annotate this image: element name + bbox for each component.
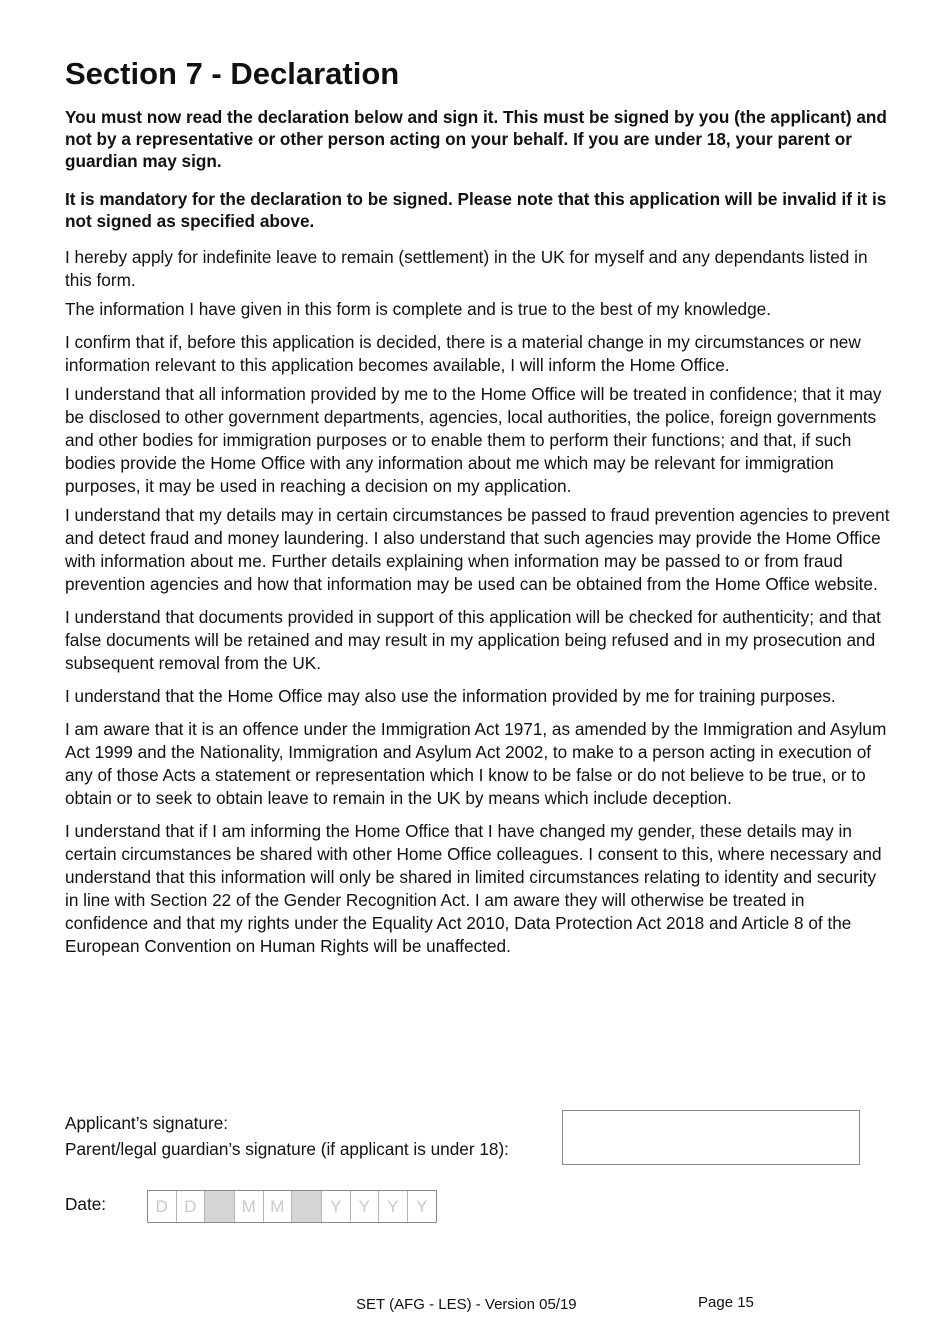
declaration-paragraph: The information I have given in this form is complete and is true to the best of my knowledge.: [65, 298, 771, 319]
date-year-digit[interactable]: Y: [416, 1196, 428, 1216]
declaration-section: [65, 56, 890, 967]
instruction-mandatory: It is mandatory for the declaration to be signed. Please note that this application will be invalid if it is not signed as specified above.: [65, 188, 887, 231]
form-version: SET (AFG - LES) - Version 05/19: [356, 1296, 577, 1313]
date-day-digit[interactable]: D: [148, 1191, 177, 1222]
declaration-paragraph: I understand that the Home Office may also use the information provided by me for training purposes.: [65, 685, 836, 706]
instruction-signing: You must now read the declaration below and sign it. This must be signed by you (the applicant) and not by a representative or other person acting on your behalf. If you are under 18, your parent or guardian may sign.: [65, 106, 887, 171]
date-month-digit[interactable]: M: [264, 1191, 293, 1222]
declaration-paragraph: I understand that my details may in certain circumstances be passed to fraud prevention agencies to prevent and detect fraud and money laundering. I also understand that such agencies may provide the Home Office with information about me. Further details explaining when information may be passed to or from fraud prevention agencies and how that information may be used can be obtained from the Home Office website.: [65, 504, 890, 594]
date-day-digit[interactable]: D: [177, 1191, 206, 1222]
date-year-digit[interactable]: Y: [322, 1191, 351, 1222]
declaration-paragraph: I understand that all information provided by me to the Home Office will be treated in confidence; that it may be disclosed to other government departments, agencies, local authorities, the police, foreign governments and other bodies for immigration purposes or to enable them to perform their functions; and that, if such bodies provide the Home Office with any information about me which may be relevant for immigration purposes, it may be used in reaching a decision on my application.: [65, 383, 882, 496]
date-input[interactable]: [147, 1190, 437, 1223]
signature-row: [65, 1110, 890, 1170]
date-label: Date:: [65, 1194, 107, 1214]
declaration-paragraph: I hereby apply for indefinite leave to remain (settlement) in the UK for myself and any dependants listed in this form.: [65, 246, 868, 290]
signature-field[interactable]: [562, 1110, 860, 1165]
date-year-digit[interactable]: Y: [351, 1191, 380, 1222]
date-separator: [205, 1191, 235, 1222]
guardian-signature-label: Parent/legal guardian’s signature (if applicant is under 18):: [65, 1139, 509, 1159]
page-title: Section 7 - Declaration: [65, 56, 400, 91]
date-month-digit[interactable]: M: [235, 1191, 264, 1222]
declaration-paragraph: I confirm that if, before this application is decided, there is a material change in my circumstances or new information relevant to this application becomes available, I will inform the Home Office.: [65, 331, 861, 375]
declaration-paragraph: I understand that if I am informing the Home Office that I have changed my gender, these details may in certain circumstances be shared with other Home Office colleagues. I consent to this, where necessary and understand that this information will only be shared in limited circumstances relating to identity and security in line with Section 22 of the Gender Recognition Act. I am aware they will otherwise be treated in confidence and that my rights under the Equality Act 2010, Data Protection Act 2018 and Article 8 of the European Convention on Human Rights will be unaffected.: [65, 820, 882, 956]
date-separator: [292, 1191, 322, 1222]
date-year-digit[interactable]: Y: [379, 1191, 408, 1222]
declaration-paragraph: I understand that documents provided in support of this application will be checked for authenticity; and that false documents will be retained and may result in my application being refused and in my prosecution and subsequent removal from the UK.: [65, 606, 881, 673]
page-number: Page 15: [698, 1294, 754, 1311]
applicant-signature-label: Applicant’s signature:: [65, 1113, 229, 1133]
declaration-paragraph: I am aware that it is an offence under the Immigration Act 1971, as amended by the Immigration and Asylum Act 1999 and the Nationality, Immigration and Asylum Act 2002, to make to a person acting in execution of any of those Acts a statement or representation which I know to be false or do not believe to be true, or to obtain or to seek to obtain leave to remain in the UK by means which include deception.: [65, 718, 887, 808]
